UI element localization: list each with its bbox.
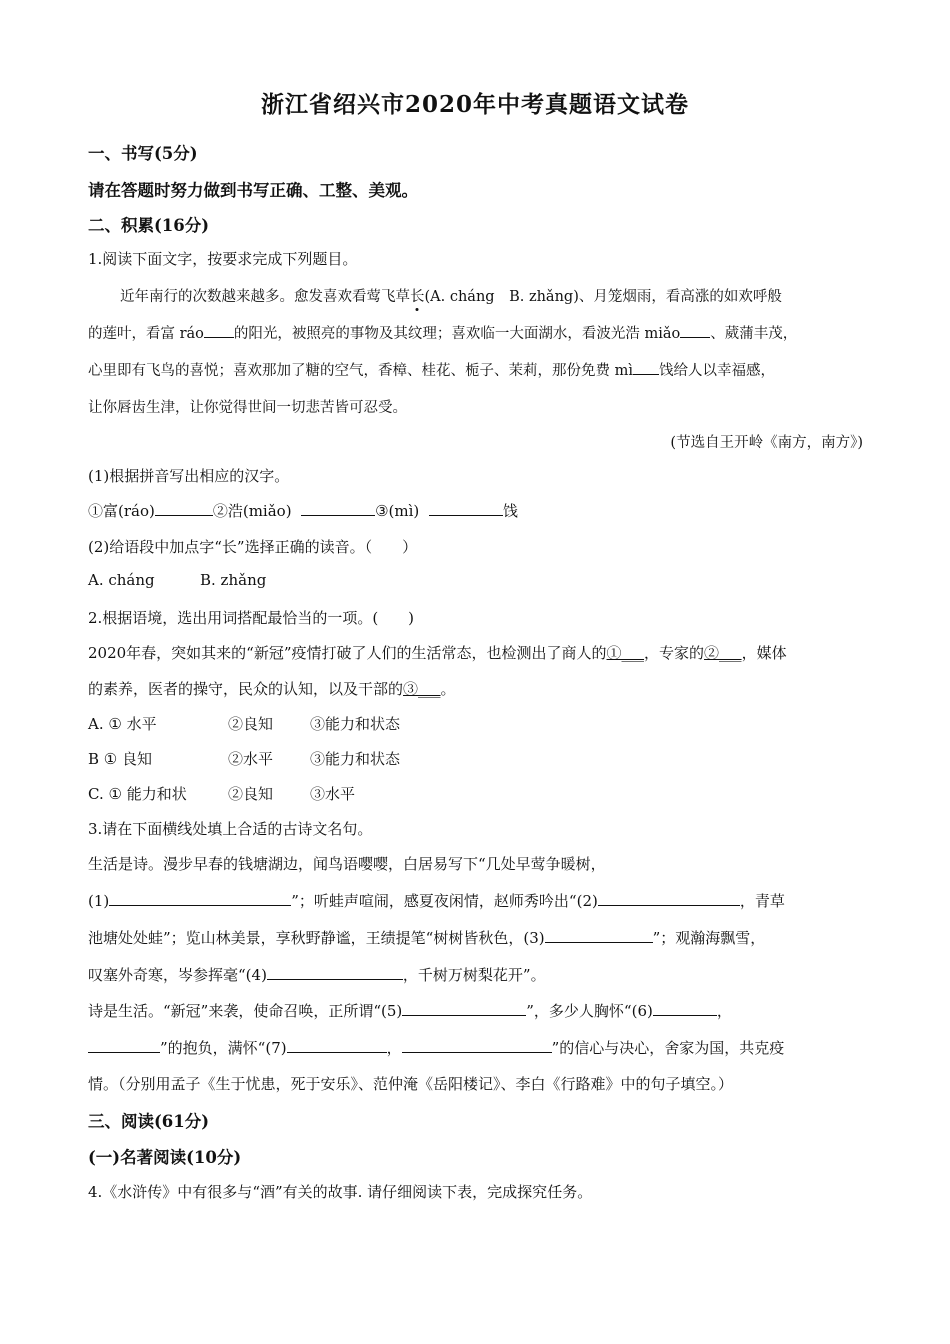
q1-passage-line-1: 近年南行的次数越来越多。愈发喜欢看莺飞草长(A. cháng B. zhǎng)、月笼烟雨，看高涨的如欢呼般 xyxy=(120,289,782,305)
q2-text-line-1: 2020年春，突如其来的“新冠”疫情打破了人们的生活常态，也检测出了商人的①___，专家的②___，媒体 xyxy=(88,644,787,662)
q2-option-c: C. ① 能力和状 ②良知 ③水平 xyxy=(88,785,356,803)
q3-line-1: 生活是诗。漫步早春的钱塘湖边，闻鸟语嘤嘤，白居易写下“几处早莺争暖树， xyxy=(88,855,606,873)
q3-line-7: 情。（分别用孟子《生于忧患，死于安乐》、范仲淹《岳阳楼记》、李白《行路难》中的句子填空。） xyxy=(88,1075,734,1093)
answer-blank[interactable] xyxy=(402,1001,526,1016)
q3-line-2: (1) ”；听蛙声喧闹，感夏夜闲情，赵师秀吟出“(2) ，青草 xyxy=(88,892,785,910)
answer-blank[interactable] xyxy=(267,965,403,980)
answer-blank[interactable] xyxy=(88,1038,160,1053)
q1-passage-line-4: 让你唇齿生津，让你觉得世间一切悲苦皆可忍受。 xyxy=(88,400,407,416)
answer-blank[interactable] xyxy=(155,501,213,516)
q3-line-6: ”的抱负，满怀“(7) ， ”的信心与决心，舍家为国，共克疫 xyxy=(88,1037,863,1058)
answer-blank[interactable] xyxy=(287,1038,387,1053)
q3-line-5: 诗是生活。“新冠”来袭，使命召唤，正所谓“(5) ”，多少人胸怀“(6) ， xyxy=(88,1002,732,1020)
q1-stem: 1.阅读下面文字，按要求完成下列题目。 xyxy=(88,250,358,268)
section-1-heading: 一、书写(5分) xyxy=(88,144,198,163)
answer-blank[interactable] xyxy=(429,501,503,516)
q1-sub-1-answers: ①富(ráo) ②浩(miǎo) ③(mì) 饯 xyxy=(88,502,518,520)
q1-sub-2: (2)给语段中加点字“长”选择正确的读音。（ ） xyxy=(88,538,418,556)
q3-stem: 3.请在下面横线处填上合适的古诗文名句。 xyxy=(88,820,373,838)
q4-stem: 4.《水浒传》中有很多与“酒”有关的故事. 请仔细阅读下表，完成探究任务。 xyxy=(88,1183,593,1201)
q3-line-4: 叹塞外奇寒，岑参挥毫“(4) ，千树万树梨花开”。 xyxy=(88,966,546,984)
section-1-instruction: 请在答题时努力做到书写正确、工整、美观。 xyxy=(88,181,418,200)
answer-blank[interactable] xyxy=(402,1038,552,1053)
q1-source: (节选自王开岭《南方，南方》) xyxy=(670,435,863,451)
page-title: 浙江省绍兴市2020年中考真题语文试卷 xyxy=(260,91,689,118)
q2-option-a: A. ① 水平 ②良知 ③能力和状态 xyxy=(88,715,401,733)
answer-blank[interactable] xyxy=(109,891,291,906)
section-3-heading: 三、阅读(61分) xyxy=(88,1112,210,1131)
blank xyxy=(680,323,710,338)
q2-stem: 2.根据语境，选出用词搭配最恰当的一项。( ) xyxy=(88,609,415,627)
answer-blank[interactable] xyxy=(653,1001,717,1016)
answer-blank[interactable] xyxy=(301,501,375,516)
q1-passage-line-3: 心里即有飞鸟的喜悦；喜欢那加了糖的空气，香樟、桂花、栀子、茉莉，那份免费 mì 饯给人以幸福感， xyxy=(88,359,863,380)
section-2-heading: 二、积累(16分) xyxy=(88,216,210,235)
q1-sub-1: (1)根据拼音写出相应的汉字。 xyxy=(88,467,290,485)
section-3-subheading: (一)名著阅读(10分) xyxy=(88,1148,242,1167)
blank xyxy=(633,360,659,375)
q1-options: A. cháng B. zhǎng xyxy=(88,571,267,589)
answer-blank[interactable] xyxy=(598,891,740,906)
q3-line-3: 池塘处处蛙”；览山林美景，享秋野静谧，王绩提笔“树树皆秋色，(3) ”；观瀚海飘雪， xyxy=(88,929,766,947)
q2-text-line-2: 的素养，医者的操守，民众的认知，以及干部的③___。 xyxy=(88,680,456,698)
blank xyxy=(204,323,234,338)
q1-passage-line-2: 的莲叶，看富 ráo 的阳光，被照亮的事物及其纹理；喜欢临一大面湖水，看波光浩 miǎo 、葳蒲丰茂， xyxy=(88,322,863,343)
dotted-char: 长 xyxy=(410,289,425,305)
q2-option-b: B ① 良知 ②水平 ③能力和状态 xyxy=(88,750,401,768)
answer-blank[interactable] xyxy=(545,928,653,943)
